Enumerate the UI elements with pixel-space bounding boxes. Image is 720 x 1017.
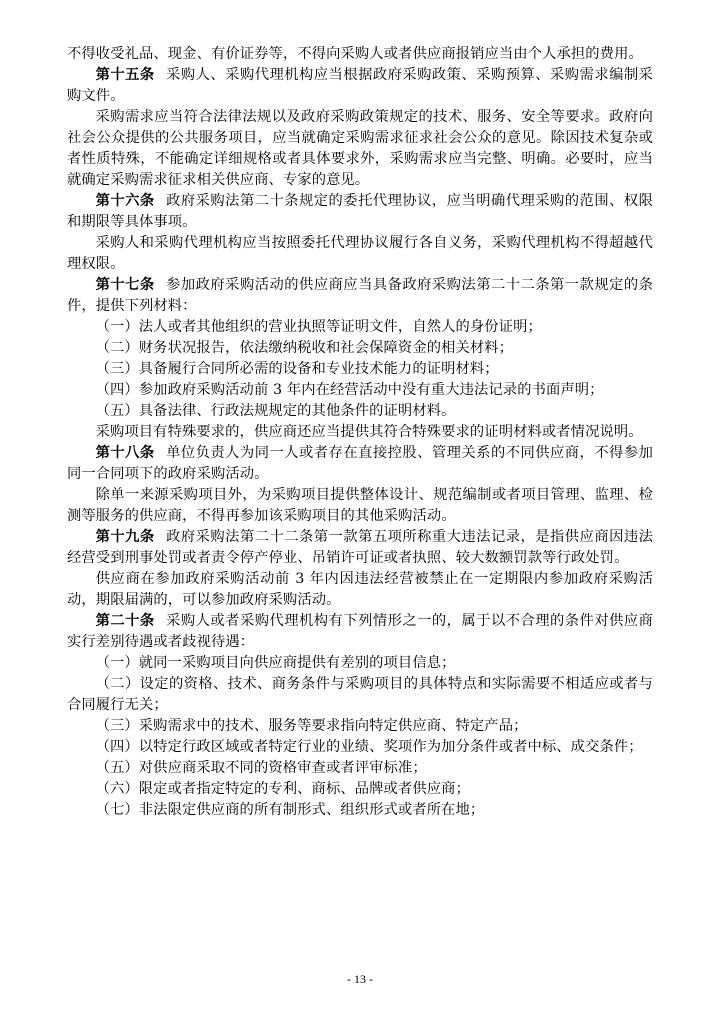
article-number: 第十六条 bbox=[95, 193, 155, 209]
paragraph-text: （四）以特定行政区域或者特定行业的业绩、奖项作为加分条件或者中标、成交条件； bbox=[95, 739, 643, 755]
paragraph-text: 采购人、采购代理机构应当根据政府采购政策、采购预算、采购需求编制采购文件。 bbox=[67, 67, 654, 104]
body-paragraph bbox=[67, 758, 653, 779]
paragraph-text: 政府采购法第二十二条第一款第五项所称重大违法记录，是指供应商因违法经营受到刑事处罚或者责令停产停业、吊销许可证或者执照、较大数额罚款等行政处罚。 bbox=[67, 529, 654, 566]
article-paragraph bbox=[67, 191, 653, 233]
paragraph-text: 供应商在参加政府采购活动前 3 年内因违法经营被禁止在一定期限内参加政府采购活动，期限届满的，可以参加政府采购活动。 bbox=[67, 571, 653, 608]
paragraph-text: （四）参加政府采购活动前 3 年内在经营活动中没有重大违法记录的书面声明； bbox=[95, 382, 604, 398]
body-paragraph bbox=[67, 485, 653, 527]
paragraph-text: 采购需求应当符合法律法规以及政府采购政策规定的技术、服务、安全等要求。政府向社会公众提供的公共服务项目，应当就确定采购需求征求社会公众的意见。除因技术复杂或者性质特殊，不能确定详细规格或者具体要求外，采购需求应当完整、明确。必要时，应当就确定采购需求征求相关供应商、专家的意见。 bbox=[67, 109, 653, 188]
paragraph-text: 单位负责人为同一人或者存在直接控股、管理关系的不同供应商，不得参加同一合同项下的政府采购活动。 bbox=[67, 445, 654, 482]
article-number: 第二十条 bbox=[95, 613, 155, 629]
article-number: 第十五条 bbox=[95, 67, 155, 83]
body-paragraph bbox=[67, 380, 653, 401]
paragraph-text: 参加政府采购活动的供应商应当具备政府采购法第二十二条第一款规定的条件，提供下列材料： bbox=[67, 277, 654, 314]
paragraph-text: 采购项目有特殊要求的，供应商还应当提供其符合特殊要求的证明材料或者情况说明。 bbox=[95, 424, 643, 440]
article-number: 第十七条 bbox=[95, 277, 155, 293]
page-number: - 13 - bbox=[347, 972, 373, 986]
body-paragraph bbox=[67, 674, 653, 716]
paragraph-text: （一）法人或者其他组织的营业执照等证明文件，自然人的身份证明； bbox=[95, 319, 542, 335]
paragraph-text: 采购人和采购代理机构应当按照委托代理协议履行各自义务，采购代理机构不得超越代理权限。 bbox=[67, 235, 653, 272]
article-paragraph bbox=[67, 275, 653, 317]
body-paragraph bbox=[67, 737, 653, 758]
body-paragraph bbox=[67, 569, 653, 611]
paragraph-text: （六）限定或者指定特定的专利、商标、品牌或者供应商； bbox=[95, 781, 470, 797]
paragraph-text: （七）非法限定供应商的所有制形式、组织形式或者所在地； bbox=[95, 802, 485, 818]
body-paragraph bbox=[67, 338, 653, 359]
body-paragraph bbox=[67, 359, 653, 380]
article-number: 第十八条 bbox=[95, 445, 155, 461]
paragraph-text: （二）财务状况报告，依法缴纳税收和社会保障资金的相关材料； bbox=[95, 340, 514, 356]
article-paragraph bbox=[67, 443, 653, 485]
paragraph-text: （一）就同一采购项目向供应商提供有差别的项目信息； bbox=[95, 655, 456, 671]
article-paragraph bbox=[67, 65, 653, 107]
paragraph-text: （五）对供应商采取不同的资格审查或者评审标准； bbox=[95, 760, 427, 776]
article-paragraph bbox=[67, 527, 653, 569]
body-paragraph bbox=[67, 317, 653, 338]
document-body bbox=[67, 44, 653, 821]
body-paragraph bbox=[67, 422, 653, 443]
article-paragraph bbox=[67, 611, 653, 653]
paragraph-text: （三）采购需求中的技术、服务等要求指向特定供应商、特定产品； bbox=[95, 718, 528, 734]
body-paragraph bbox=[67, 401, 653, 422]
paragraph-text: 采购人或者采购代理机构有下列情形之一的，属于以不合理的条件对供应商实行差别待遇或者歧视待遇： bbox=[67, 613, 654, 650]
paragraph-text: （三）具备履行合同所必需的设备和专业技术能力的证明材料； bbox=[95, 361, 499, 377]
body-paragraph bbox=[67, 44, 653, 65]
body-paragraph bbox=[67, 716, 653, 737]
paragraph-text: （二）设定的资格、技术、商务条件与采购项目的具体特点和实际需要不相适应或者与合同履行无关； bbox=[67, 676, 653, 713]
paragraph-text: 政府采购法第二十条规定的委托代理协议，应当明确代理采购的范围、权限和期限等具体事项。 bbox=[67, 193, 654, 230]
paragraph-text: 除单一来源采购项目外，为采购项目提供整体设计、规范编制或者项目管理、监理、检测等服务的供应商，不得再参加该采购项目的其他采购活动。 bbox=[67, 487, 653, 524]
body-paragraph bbox=[67, 233, 653, 275]
body-paragraph bbox=[67, 107, 653, 191]
body-paragraph bbox=[67, 800, 653, 821]
paragraph-text: 不得收受礼品、现金、有价证券等，不得向采购人或者供应商报销应当由个人承担的费用。 bbox=[67, 46, 643, 62]
paragraph-text: （五）具备法律、行政法规规定的其他条件的证明材料。 bbox=[95, 403, 456, 419]
article-number: 第十九条 bbox=[95, 529, 155, 545]
body-paragraph bbox=[67, 779, 653, 800]
body-paragraph bbox=[67, 653, 653, 674]
